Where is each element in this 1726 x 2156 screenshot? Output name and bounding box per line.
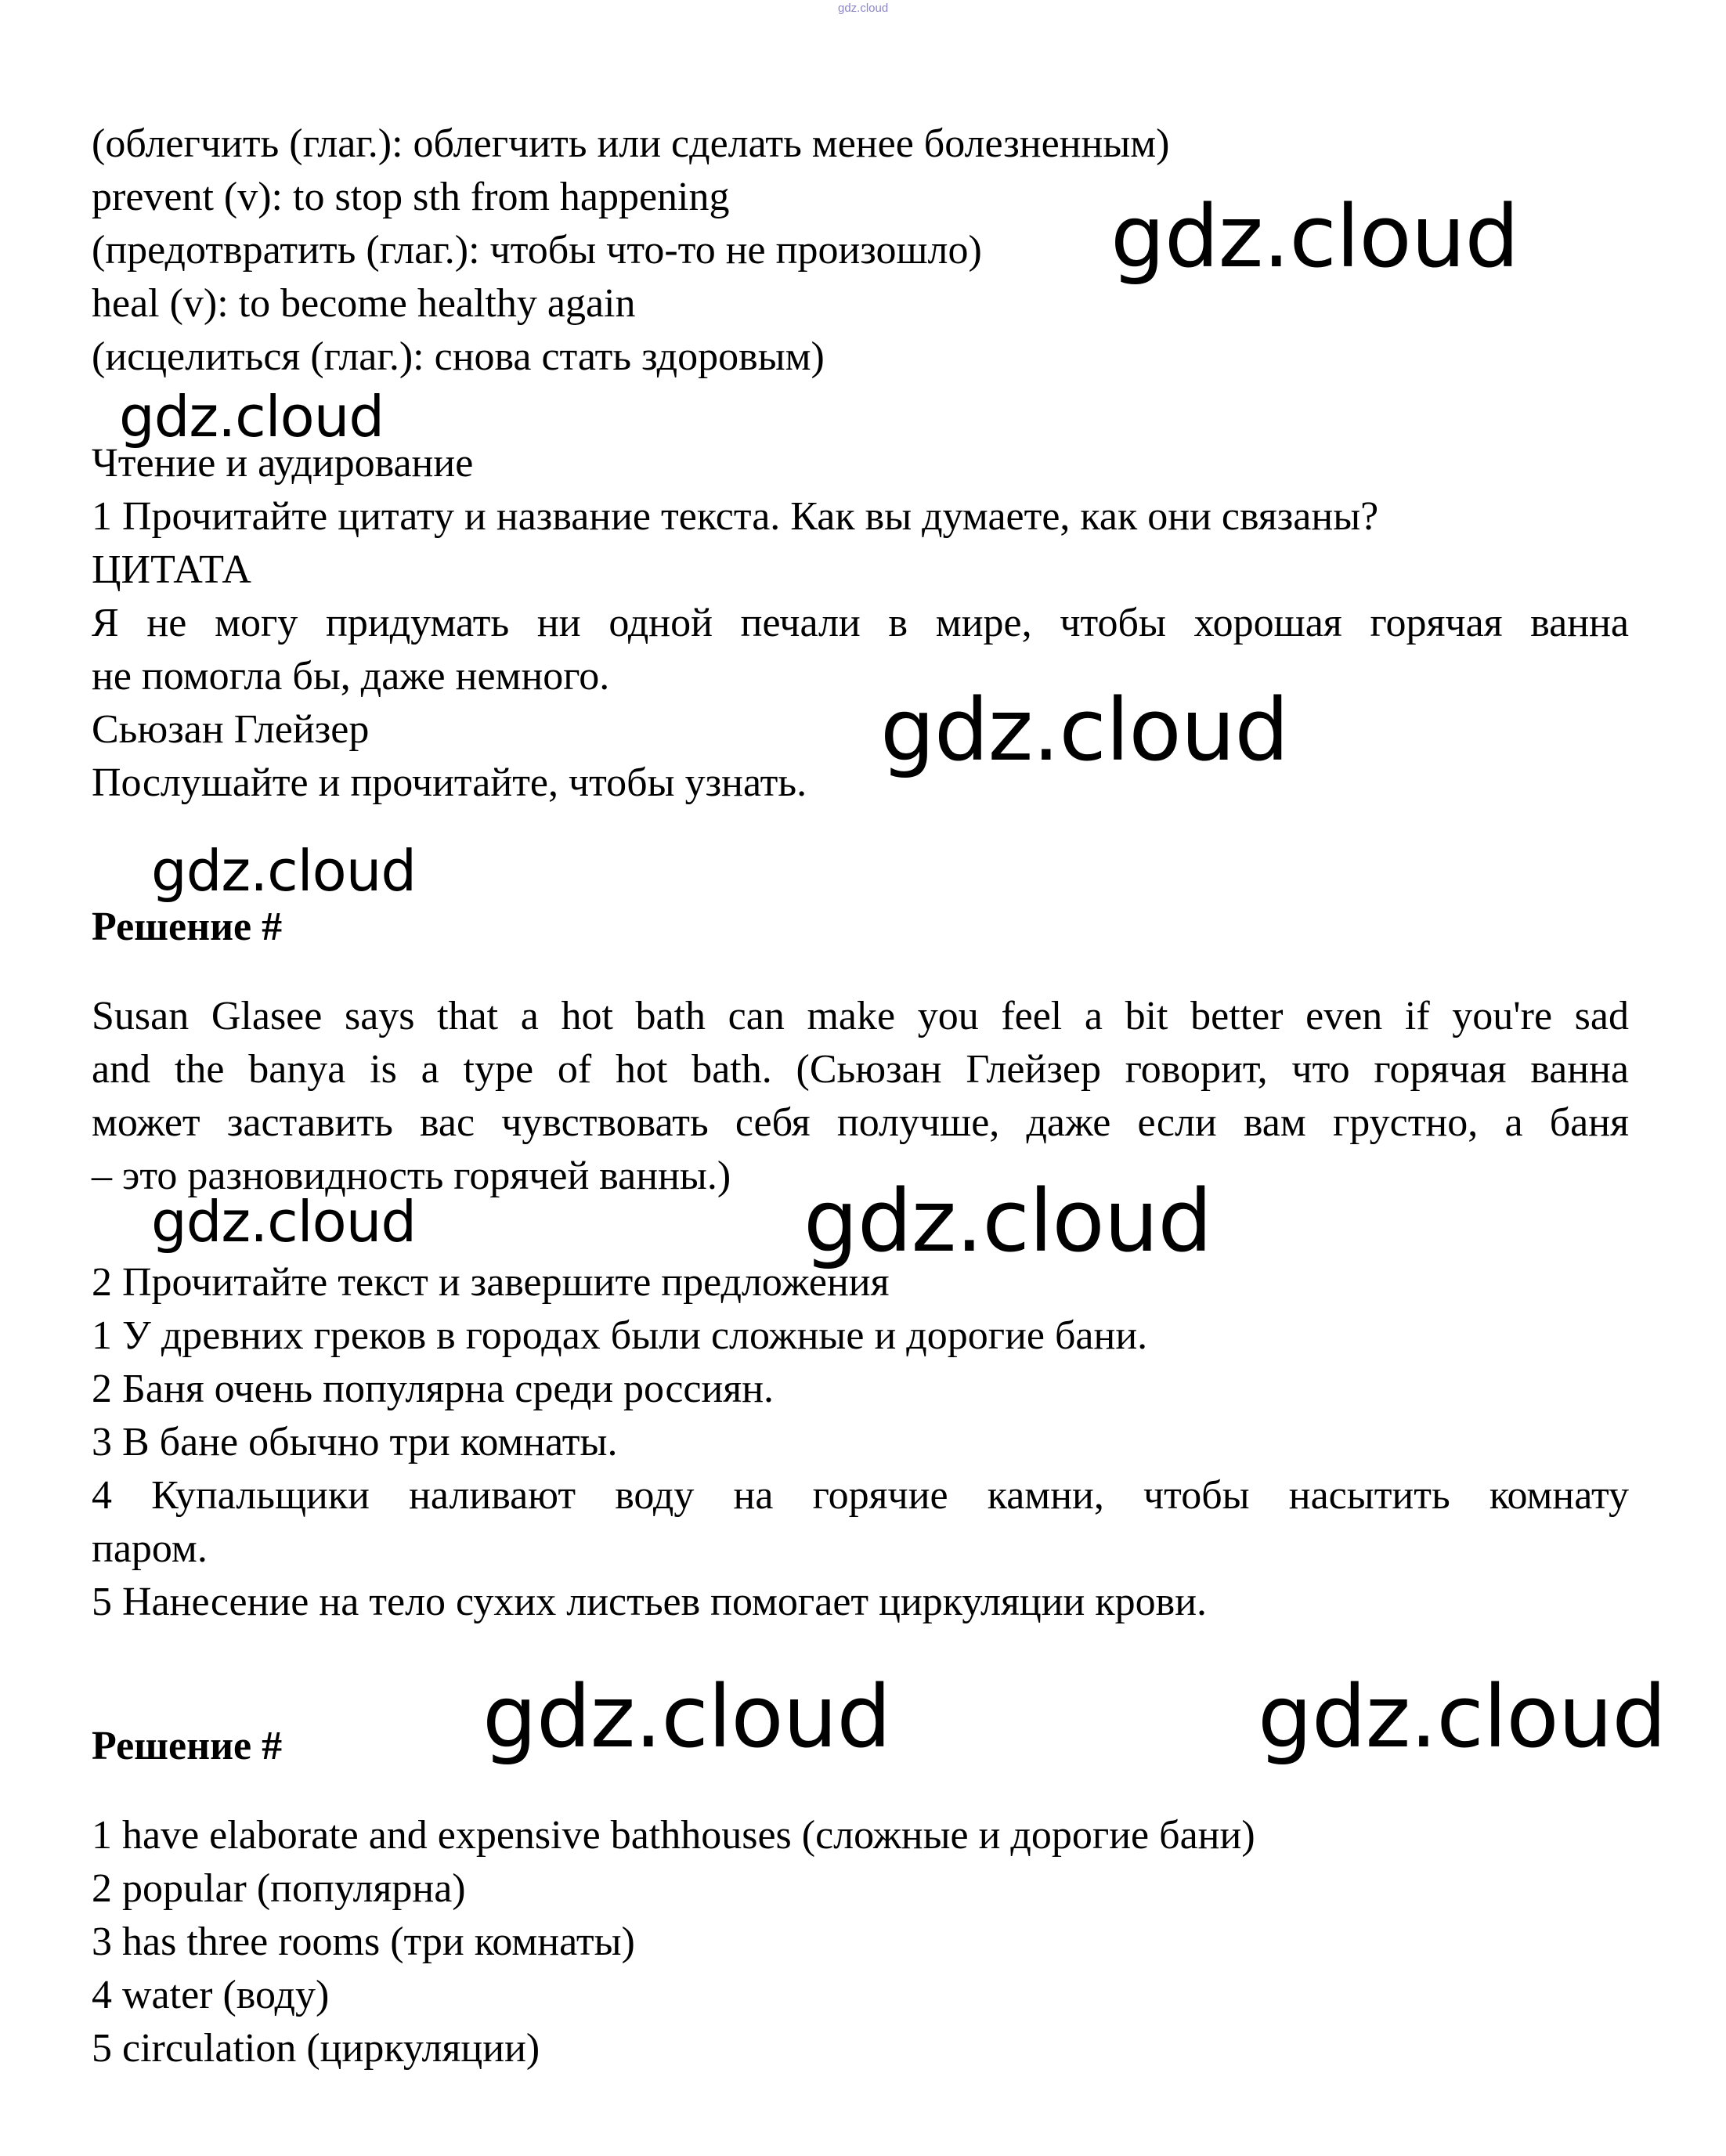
solution-text: and the banya is a type of hot bath. (Сьюзан Глейзер говорит, что горячая ванна <box>92 1047 1629 1092</box>
list-item: 5 Нанесение на тело сухих листьев помогает циркуляции крови. <box>92 1580 1208 1624</box>
list-item: 3 В бане обычно три комнаты. <box>92 1420 618 1464</box>
list-item: 1 У древних греков в городах были сложные и дорогие бани. <box>92 1313 1148 1358</box>
answer-item: 5 circulation (циркуляции) <box>92 2026 540 2071</box>
vocab-line: prevent (v): to stop sth from happening <box>92 175 730 219</box>
watermark: gdz.cloud <box>1258 1667 1666 1767</box>
quote-text: Я не могу придумать ни одной печали в мире, чтобы хорошая горячая ванна <box>92 601 1629 645</box>
task-text: 1 Прочитайте цитату и название текста. Как вы думаете, как они связаны? <box>92 494 1379 539</box>
watermark: gdz.cloud <box>482 1667 891 1767</box>
top-watermark: gdz.cloud <box>838 2 889 15</box>
vocab-line: (исцелиться (глаг.): снова стать здоровым) <box>92 334 825 379</box>
vocab-line: (предотвратить (глаг.): чтобы что-то не произошло) <box>92 228 982 273</box>
watermark: gdz.cloud <box>880 680 1289 780</box>
task-text: Послушайте и прочитайте, чтобы узнать. <box>92 760 807 805</box>
task-text: 2 Прочитайте текст и завершите предложения <box>92 1260 890 1305</box>
solution-text: – это разновидность горячей ванны.) <box>92 1154 731 1198</box>
solution-text: может заставить вас чувствовать себя получше, даже если вам грустно, а баня <box>92 1100 1629 1145</box>
solution-title: Решение # <box>92 1724 283 1768</box>
watermark: gdz.cloud <box>151 838 417 904</box>
quote-text: не помогла бы, даже немного. <box>92 654 610 699</box>
solution-text: Susan Glasee says that a hot bath can make you feel a bit better even if you're sad <box>92 994 1629 1038</box>
quote-label: ЦИТАТА <box>92 547 251 592</box>
list-item: 2 Баня очень популярна среди россиян. <box>92 1367 775 1411</box>
watermark: gdz.cloud <box>1110 186 1519 287</box>
answer-item: 2 popular (популярна) <box>92 1866 466 1911</box>
watermark: gdz.cloud <box>151 1189 417 1255</box>
vocab-line: heal (v): to become healthy again <box>92 281 636 326</box>
quote-author: Сьюзан Глейзер <box>92 707 370 752</box>
watermark: gdz.cloud <box>119 384 385 450</box>
answer-item: 4 water (воду) <box>92 1973 330 2017</box>
list-item: 4 Купальщики наливают воду на горячие камни, чтобы насытить комнату <box>92 1473 1629 1518</box>
list-item: паром. <box>92 1526 208 1571</box>
answer-item: 3 has three rooms (три комнаты) <box>92 1919 635 1964</box>
vocab-line: (облегчить (глаг.): облегчить или сделать менее болезненным) <box>92 121 1170 166</box>
answer-item: 1 have elaborate and expensive bathhouses (сложные и дорогие бани) <box>92 1813 1255 1858</box>
section-heading: Чтение и аудирование <box>92 441 474 486</box>
solution-title: Решение # <box>92 905 283 949</box>
watermark: gdz.cloud <box>803 1171 1212 1271</box>
